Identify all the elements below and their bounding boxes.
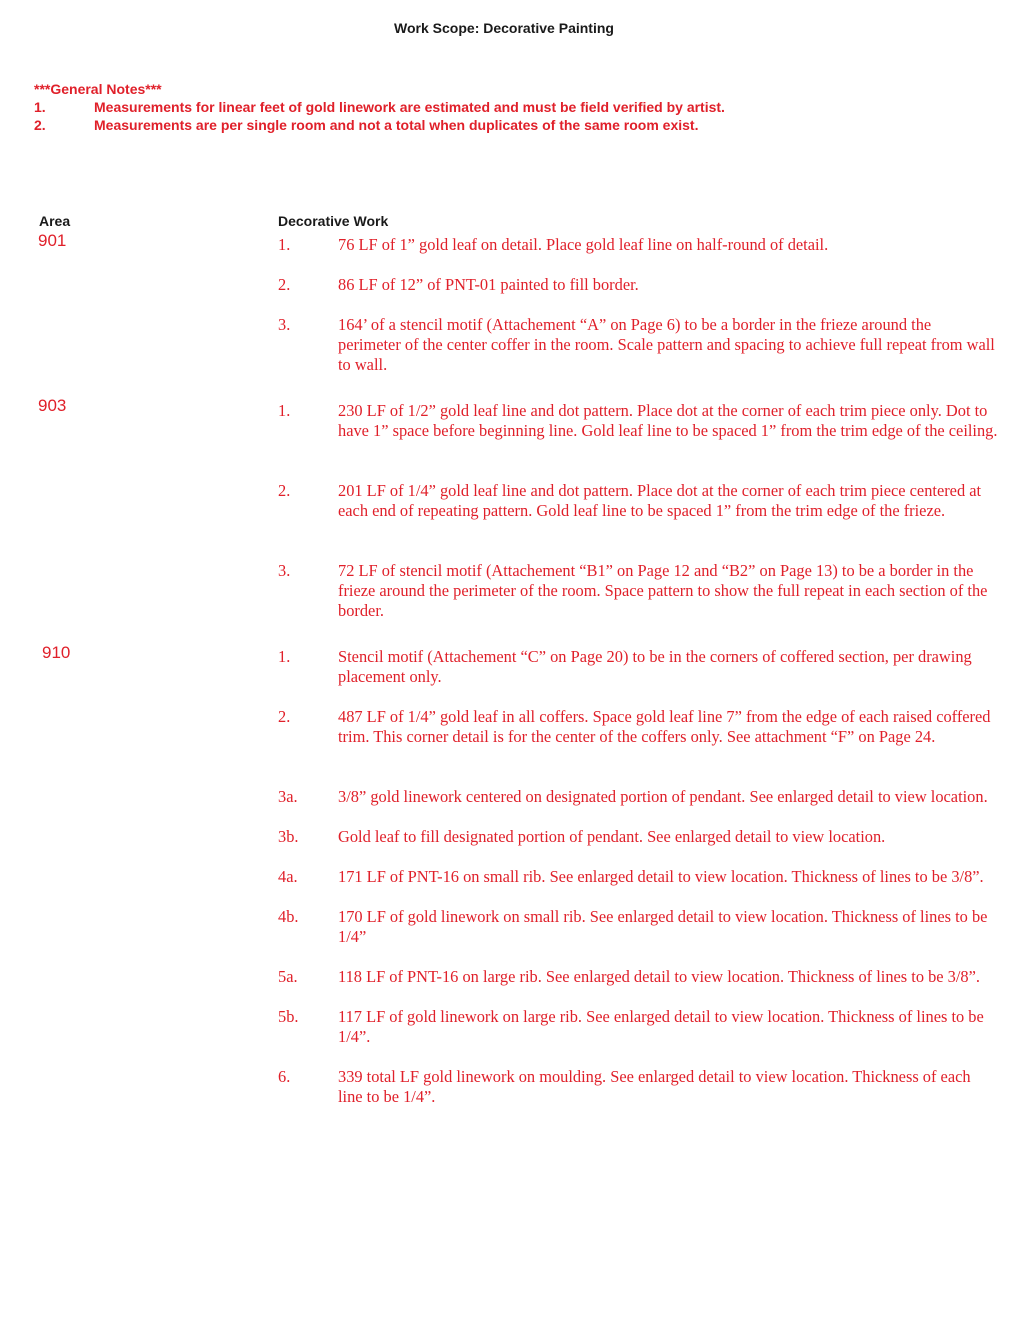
item-text: Gold leaf to fill designated portion of pendant. See enlarged detail to view location. [338,827,886,846]
general-note [34,98,725,116]
work-item [278,827,998,847]
item-number: 2. [278,481,291,500]
general-notes [34,80,725,134]
item-number: 3. [278,561,291,580]
note-number: 1. [34,99,46,115]
item-text: Stencil motif (Attachement “C” on Page 20) to be in the corners of coffered section, per drawing placement only. [338,647,972,686]
area-column-header: Area [39,213,71,229]
work-item [278,235,998,255]
work-item [278,967,998,987]
item-text: 117 LF of gold linework on large rib. See enlarged detail to view location. Thickness of lines to be 1/4”. [338,1007,984,1046]
note-text: Measurements are per single room and not a total when duplicates of the same room exist. [94,117,699,133]
item-text: 118 LF of PNT-16 on large rib. See enlarged detail to view location. Thickness of lines to be 3/8”. [338,967,980,986]
item-text: 201 LF of 1/4” gold leaf line and dot pattern. Place dot at the corner of each trim piece centered at each end of repeating pattern. Gold leaf line to be spaced 1” from the trim edge of the frieze. [338,481,982,520]
item-text: 72 LF of stencil motif (Attachement “B1” on Page 12 and “B2” on Page 13) to be a border in the frieze around the perimeter of the room. Space pattern to show the full repeat in each section of the border. [338,561,988,620]
work-column-header: Decorative Work [278,213,389,229]
item-text: 76 LF of 1” gold leaf on detail. Place gold leaf line on half-round of detail. [338,235,829,254]
item-number: 3a. [278,787,298,806]
general-note [34,116,725,134]
work-item [278,707,998,747]
item-number: 4b. [278,907,299,926]
area-label: 903 [38,396,67,415]
item-text: 86 LF of 12” of PNT-01 painted to fill border. [338,275,639,294]
item-number: 5a. [278,967,298,986]
item-number: 1. [278,235,291,254]
item-text: 3/8” gold linework centered on designated portion of pendant. See enlarged detail to view location. [338,787,988,806]
area-label: 910 [42,643,71,662]
area-label: 901 [38,231,67,250]
work-item [278,907,998,947]
item-number: 6. [278,1067,291,1086]
work-item [278,787,998,807]
item-text: 170 LF of gold linework on small rib. See enlarged detail to view location. Thickness of lines to be 1/4” [338,907,988,946]
item-text: 164’ of a stencil motif (Attachement “A” on Page 6) to be a border in the frieze around the perimeter of the center coffer in the room. Scale pattern and spacing to achieve full repeat from wall to wall. [338,315,995,374]
item-number: 2. [278,275,291,294]
item-text: 171 LF of PNT-16 on small rib. See enlarged detail to view location. Thickness of lines to be 3/8”. [338,867,984,886]
work-item [278,401,998,441]
note-text: Measurements for linear feet of gold linework are estimated and must be field verified by artist. [94,99,725,115]
item-number: 4a. [278,867,298,886]
work-item [278,867,998,887]
work-item [278,647,998,687]
item-number: 2. [278,707,291,726]
work-item [278,481,998,521]
work-item [278,561,998,621]
item-number: 3b. [278,827,299,846]
item-text: 487 LF of 1/4” gold leaf in all coffers. Space gold leaf line 7” from the edge of each raised coffered trim. This corner detail is for the center of the coffers only. See attachment “F” on Page 24. [338,707,991,746]
general-notes-heading: ***General Notes*** [34,81,162,97]
note-number: 2. [34,117,46,133]
work-item [278,315,998,375]
item-number: 1. [278,401,291,420]
item-number: 5b. [278,1007,299,1026]
work-item [278,1067,998,1107]
item-number: 3. [278,315,291,334]
item-number: 1. [278,647,291,666]
work-item [278,1007,998,1047]
page-title: Work Scope: Decorative Painting [394,20,614,36]
work-item [278,275,998,295]
item-text: 230 LF of 1/2” gold leaf line and dot pattern. Place dot at the corner of each trim piece only. Dot to have 1” space before beginning line. Gold leaf line to be spaced 1” from the trim edge of the ceiling. [338,401,998,440]
item-text: 339 total LF gold linework on moulding. See enlarged detail to view location. Thickness of each line to be 1/4”. [338,1067,971,1106]
